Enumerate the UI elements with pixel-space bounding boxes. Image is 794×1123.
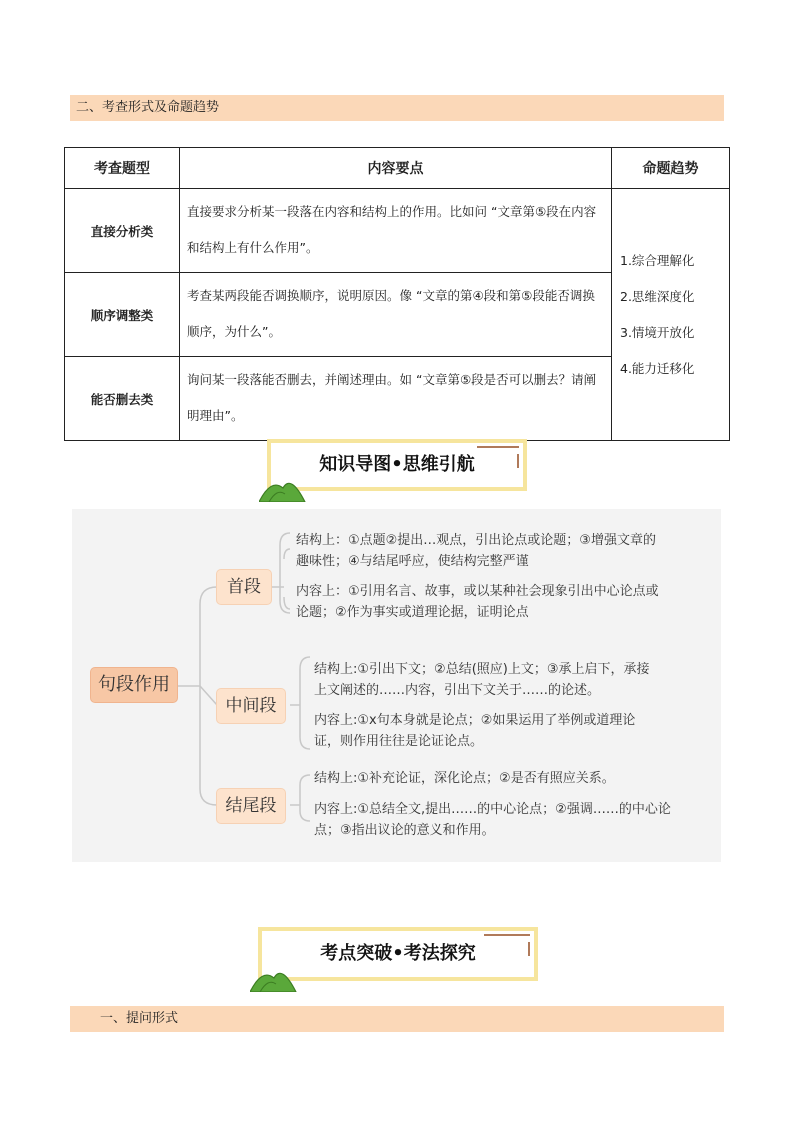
table-row xyxy=(65,189,730,273)
section-heading-question-form: 一、提问形式 xyxy=(70,1006,724,1032)
trend-cell xyxy=(612,189,730,441)
banner-decoration xyxy=(477,446,519,448)
branch-label: 首段 xyxy=(227,577,261,597)
root-label: 句段作用 xyxy=(98,674,170,695)
exam-format-table xyxy=(64,147,730,441)
column-header: 内容要点 xyxy=(180,148,612,189)
row-content: 询问某一段落能否删去，并阐述理由。如 “文章第⑤段是否可以删去？请阐明理由”。 xyxy=(180,357,612,441)
branch-middle-paragraph xyxy=(216,688,286,724)
banner-decoration xyxy=(517,454,519,468)
banner-title: 考点突破•考法探究 xyxy=(320,943,476,964)
trend-item: 1.综合理解化 xyxy=(620,252,695,268)
branch-label: 中间段 xyxy=(225,696,277,716)
row-content: 考查某两段能否调换顺序，说明原因。像 “文章的第④段和第⑤段能否调换顺序，为什么”。 xyxy=(180,273,612,357)
mind-map xyxy=(72,509,721,862)
branch-first-paragraph xyxy=(216,569,272,605)
banner-decoration xyxy=(484,934,530,936)
trend-item: 3.情境开放化 xyxy=(620,324,695,340)
mind-map-root xyxy=(90,667,178,703)
branch-label: 结尾段 xyxy=(225,796,277,816)
leaf-text: 内容上：①引用名言、故事，或以某种社会现象引出中心论点或论题；②作为事实或道理论据，证明论点 xyxy=(296,584,659,620)
leaf-text: 结构上:①引出下文；②总结(照应)上文；③承上启下，承接上文阐述的……内容，引出下文关于……的论述。 xyxy=(314,662,650,698)
leaf-text: 内容上:①x句本身就是论点；②如果运用了举例或道理论证，则作用往往是论证论点。 xyxy=(314,713,636,749)
leaf-text: 内容上:①总结全文,提出……的中心论点；②强调……的中心论点；③指出议论的意义和作用。 xyxy=(314,802,671,838)
column-header: 命题趋势 xyxy=(612,148,730,189)
table-header-row xyxy=(65,148,730,189)
section-heading-exam-format: 二、考查形式及命题趋势 xyxy=(70,95,724,121)
knowledge-map-banner xyxy=(255,436,535,500)
trend-item: 4.能力迁移化 xyxy=(620,360,695,376)
leaf-text: 结构上:①补充论证，深化论点；②是否有照应关系。 xyxy=(314,771,615,786)
leaf-text: 结构上：①点题②提出…观点，引出论点或论题；③增强文章的趣味性；④与结尾呼应，使结构完整严谨 xyxy=(296,533,656,569)
mountain-icon xyxy=(250,962,300,992)
row-type: 顺序调整类 xyxy=(65,273,180,357)
row-type: 能否删去类 xyxy=(65,357,180,441)
banner-decoration xyxy=(528,942,530,956)
row-type: 直接分析类 xyxy=(65,189,180,273)
column-header: 考查题型 xyxy=(65,148,180,189)
branch-last-paragraph xyxy=(216,788,286,824)
mountain-icon xyxy=(259,472,309,502)
banner-title: 知识导图•思维引航 xyxy=(319,454,475,475)
trend-item: 2.思维深度化 xyxy=(620,288,695,304)
exam-points-banner xyxy=(246,924,546,990)
row-content: 直接要求分析某一段落在内容和结构上的作用。比如问 “文章第⑤段在内容和结构上有什么作用”。 xyxy=(180,189,612,273)
